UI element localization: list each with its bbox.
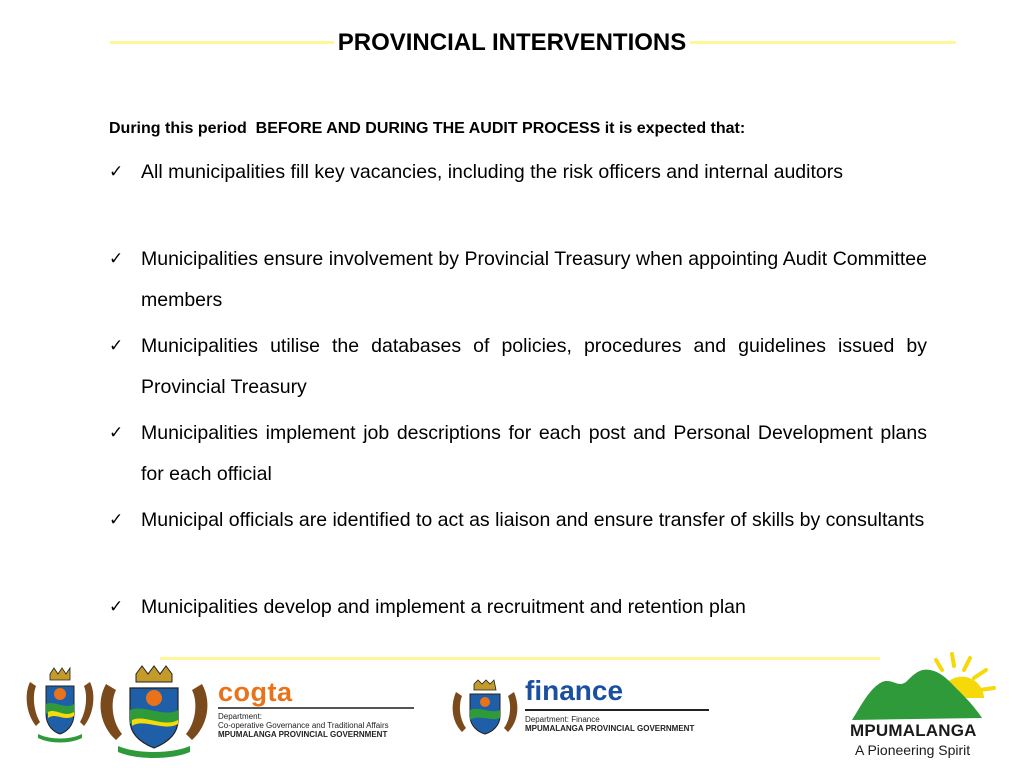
footer-divider: [160, 657, 880, 660]
cogta-wordmark: cogta: [218, 677, 293, 707]
cogta-rule: [218, 707, 414, 709]
checkmark-icon: ✓: [109, 423, 124, 443]
finance-logo: [525, 676, 709, 733]
cogta-logo: [218, 678, 414, 739]
mpumalanga-tagline: A Pioneering Spirit: [855, 742, 971, 758]
finance-wordmark: finance: [525, 675, 624, 706]
slide-title: PROVINCIAL INTERVENTIONS: [0, 28, 1024, 58]
checkmark-icon: ✓: [109, 336, 124, 356]
bullet-item: [109, 413, 927, 495]
cogta-gov-name: MPUMALANGA PROVINCIAL GOVERNMENT: [218, 730, 388, 739]
coat-of-arms-icon: [22, 664, 98, 744]
checkmark-icon: ✓: [109, 249, 124, 269]
coat-of-arms-icon: [450, 678, 520, 740]
intro-text: During this period BEFORE AND DURING THE AUDIT PROCESS it is expected that:: [109, 120, 746, 137]
mpumalanga-name: MPUMALANGA: [850, 721, 977, 740]
bullet-item: [109, 326, 927, 408]
checkmark-icon: ✓: [109, 510, 124, 530]
bullet-text: Municipalities develop and implement a recruitment and retention plan: [141, 596, 746, 618]
cogta-dept-label: Department:: [218, 712, 263, 721]
finance-gov-name: MPUMALANGA PROVINCIAL GOVERNMENT: [525, 724, 695, 733]
checkmark-icon: ✓: [109, 597, 124, 617]
bullet-item: [109, 587, 927, 628]
cogta-dept-name: Co-operative Governance and Traditional Affairs: [218, 721, 389, 730]
finance-dept-name: Department: Finance: [525, 715, 600, 724]
bullet-text: Municipalities implement job descriptions for each post and Personal Development plans for each official: [141, 422, 927, 485]
checkmark-icon: ✓: [109, 162, 124, 182]
bullet-item: [109, 239, 927, 321]
bullet-item: [109, 500, 927, 582]
bullet-text: All municipalities fill key vacancies, including the risk officers and internal auditors: [141, 161, 843, 183]
finance-rule: [525, 709, 709, 711]
bullet-text: Municipalities ensure involvement by Provincial Treasury when appointing Audit Committee members: [141, 248, 927, 311]
bullet-text: Municipalities utilise the databases of policies, procedures and guidelines issued by Provincial Treasury: [141, 335, 927, 398]
bullet-item: [109, 152, 927, 234]
bullet-list: [109, 152, 927, 633]
coat-of-arms-icon: [96, 662, 212, 758]
bullet-text: Municipal officials are identified to act as liaison and ensure transfer of skills by consultants: [141, 509, 925, 531]
